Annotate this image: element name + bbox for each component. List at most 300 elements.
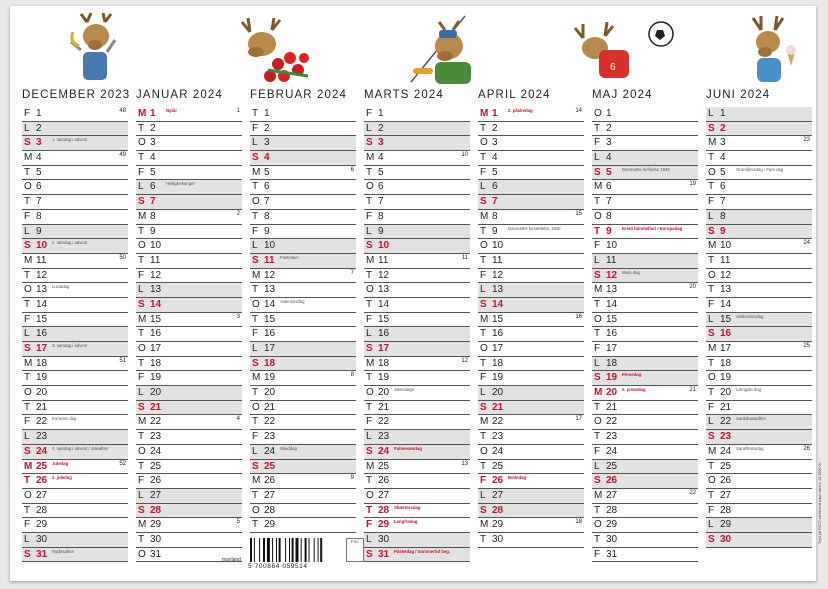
day-row [364, 313, 470, 328]
weekday-letter: T [480, 225, 487, 237]
day-row [136, 107, 242, 122]
day-row [478, 166, 584, 181]
weekday-letter: S [138, 401, 145, 413]
day-number: 24 [720, 445, 732, 457]
day-row [364, 180, 470, 195]
day-list [592, 107, 698, 562]
day-row [136, 151, 242, 166]
day-row [592, 327, 698, 342]
weekday-letter: T [480, 122, 487, 134]
month-year: 2024 [192, 89, 223, 101]
weekday-letter: S [252, 254, 259, 266]
day-row [592, 357, 698, 372]
day-row [706, 166, 812, 181]
day-number: 19 [492, 372, 504, 384]
weekday-letter: T [252, 489, 259, 501]
weekday-letter: T [24, 401, 31, 413]
weekday-letter: M [24, 254, 33, 266]
day-number: 20 [492, 387, 504, 399]
moose-with-roses-illustration [238, 14, 318, 88]
day-row [706, 342, 812, 357]
day-number: 24 [150, 445, 162, 457]
weekday-letter: O [708, 372, 716, 384]
calendar-sheet [10, 6, 822, 581]
day-number: 9 [264, 225, 270, 237]
day-number: 24 [36, 445, 48, 457]
day-number: 15 [720, 313, 732, 325]
weekday-letter: T [594, 533, 601, 545]
day-row [250, 357, 356, 372]
week-number: 18 [575, 519, 582, 526]
holiday-note: Helligtrekonger [166, 181, 195, 187]
day-list [136, 107, 242, 562]
holiday-note: Mors dag [622, 269, 640, 275]
day-row [706, 357, 812, 372]
week-number: 10 [461, 152, 468, 159]
day-number: 23 [606, 431, 618, 443]
day-row [136, 210, 242, 225]
weekday-letter: T [24, 298, 31, 310]
day-row [478, 342, 584, 357]
day-number: 1 [264, 108, 270, 119]
day-number: 11 [264, 254, 275, 266]
month-header [22, 89, 130, 101]
day-number: 28 [720, 504, 732, 516]
day-number: 2 [36, 122, 42, 134]
day-number: 12 [264, 269, 276, 281]
day-row [364, 283, 470, 298]
day-row [706, 107, 812, 122]
day-number: 21 [606, 401, 618, 413]
day-number: 19 [720, 372, 732, 384]
weekday-letter: T [138, 152, 145, 164]
day-row [250, 195, 356, 210]
weekday-letter: L [708, 210, 714, 222]
weekday-letter: T [138, 533, 145, 545]
day-number: 17 [36, 343, 48, 354]
month-name: JANUAR [136, 89, 189, 101]
holiday-note: Danmarks besættelse 1940 [508, 225, 561, 231]
day-number: 1 [492, 108, 498, 119]
weekday-letter: T [138, 122, 145, 134]
holiday-note: Jævndøgn [394, 387, 415, 393]
day-row [136, 327, 242, 342]
day-number: 13 [492, 284, 504, 296]
holiday-note: Bededag [508, 475, 527, 481]
day-row [364, 107, 470, 122]
month-header [250, 89, 347, 101]
day-number: 18 [492, 357, 504, 369]
week-number: 8 [350, 372, 354, 379]
weekday-letter: M [594, 387, 603, 399]
day-number: 10 [36, 240, 48, 252]
day-number: 20 [36, 387, 48, 399]
day-row [478, 401, 584, 416]
day-number: 5 [378, 166, 384, 178]
weekday-letter: M [252, 475, 261, 487]
day-row [592, 254, 698, 269]
day-list [478, 107, 584, 548]
weekday-letter: L [252, 137, 258, 149]
holiday-note: Pinsedag [622, 372, 642, 378]
day-number: 19 [150, 372, 162, 384]
weekday-letter: S [480, 504, 487, 516]
weekday-letter: T [366, 196, 373, 208]
weekday-letter: M [480, 313, 489, 325]
day-number: 9 [492, 225, 498, 237]
holiday-note: Længste dag [736, 387, 762, 393]
holiday-note: Langfredag [394, 519, 418, 525]
day-row [592, 239, 698, 254]
holiday-note: Juledag [52, 460, 69, 466]
day-row [250, 254, 356, 269]
day-row [136, 254, 242, 269]
day-row [706, 269, 812, 284]
weekday-letter: M [708, 343, 717, 354]
day-row [250, 327, 356, 342]
weekday-letter: O [480, 445, 488, 457]
weekday-letter: F [24, 210, 31, 222]
day-number: 10 [606, 240, 618, 252]
day-row [364, 401, 470, 416]
week-number: 5 [236, 519, 240, 526]
day-row [22, 136, 128, 151]
barcode-number: 5 700864 059514 [248, 563, 308, 570]
day-row [136, 371, 242, 386]
weekday-letter: M [708, 240, 717, 252]
day-number: 29 [378, 519, 390, 531]
week-number: 50 [119, 254, 126, 261]
day-number: 15 [606, 313, 618, 325]
day-number: 9 [36, 225, 42, 237]
day-number: 27 [378, 489, 390, 501]
day-row [22, 474, 128, 489]
day-row [364, 415, 470, 430]
day-row [706, 313, 812, 328]
month-year: 2023 [100, 89, 131, 101]
day-row [478, 371, 584, 386]
month-name: DECEMBER [22, 89, 96, 101]
holiday-note: Sankthansdag [736, 445, 764, 451]
barcode-bar [292, 538, 294, 562]
day-number: 20 [606, 387, 618, 399]
day-number: 25 [36, 460, 48, 472]
weekday-letter: F [138, 166, 145, 178]
day-number: 27 [264, 489, 276, 501]
weekday-letter: O [24, 489, 32, 501]
day-row [478, 107, 584, 122]
day-row [364, 548, 470, 563]
weekday-letter: F [366, 519, 373, 531]
day-row [478, 504, 584, 519]
day-number: 1 [378, 108, 384, 119]
weekday-letter: T [480, 533, 487, 545]
day-row [250, 504, 356, 519]
day-number: 2 [264, 122, 270, 134]
day-number: 7 [606, 196, 612, 208]
day-row [22, 122, 128, 137]
day-number: 7 [150, 196, 156, 208]
day-number: 6 [378, 181, 384, 193]
weekday-letter: L [480, 181, 486, 193]
weekday-letter: L [24, 431, 30, 443]
holiday-note: Grundlovsdag / Fars dag [736, 166, 784, 172]
day-number: 10 [150, 240, 162, 252]
day-row [250, 122, 356, 137]
weekday-letter: M [366, 254, 375, 266]
weekday-letter: M [594, 181, 603, 193]
day-row [592, 210, 698, 225]
day-number: 13 [378, 284, 390, 296]
day-row [706, 533, 812, 548]
weekday-letter: T [594, 225, 601, 237]
month-year: 2024 [740, 89, 771, 101]
day-number: 30 [606, 533, 618, 545]
day-row [22, 107, 128, 122]
day-row [22, 401, 128, 416]
day-number: 21 [720, 401, 732, 413]
day-number: 18 [264, 357, 276, 369]
moose-mechanic-illustration [65, 12, 135, 86]
day-number: 5 [36, 166, 42, 178]
holiday-note: Sankthansaften [736, 416, 766, 422]
month-header [706, 89, 770, 101]
weekday-letter: S [366, 548, 373, 560]
day-number: 29 [720, 519, 732, 531]
day-list [706, 107, 812, 548]
day-number: 8 [606, 210, 612, 222]
weekday-letter: S [138, 298, 145, 310]
day-number: 26 [606, 475, 618, 487]
day-number: 13 [606, 284, 618, 296]
day-row [364, 504, 470, 519]
weekday-letter: T [480, 460, 487, 472]
day-number: 28 [606, 504, 618, 516]
weekday-letter: T [480, 254, 487, 266]
day-number: 16 [492, 328, 504, 340]
weekday-letter: O [366, 489, 374, 501]
day-row [250, 239, 356, 254]
day-number: 30 [36, 533, 48, 545]
day-number: 23 [264, 431, 276, 443]
day-row [22, 518, 128, 533]
day-number: 7 [36, 196, 42, 208]
holiday-note: Nytår [166, 108, 177, 113]
day-row [592, 430, 698, 445]
day-row [706, 225, 812, 240]
day-number: 18 [378, 357, 390, 369]
day-row [136, 401, 242, 416]
holiday-note: Kristi himmelfart / Europadag [622, 225, 683, 231]
day-row [250, 415, 356, 430]
day-row [22, 195, 128, 210]
weekday-letter: T [24, 196, 31, 208]
day-row [478, 225, 584, 240]
day-row [478, 254, 584, 269]
day-row [250, 518, 356, 533]
week-number: 9 [350, 475, 354, 482]
weekday-letter: S [252, 460, 259, 472]
day-number: 31 [606, 548, 618, 560]
weekday-letter: F [708, 504, 715, 516]
weekday-letter: O [252, 401, 260, 413]
day-number: 28 [264, 504, 276, 516]
weekday-letter: L [366, 122, 372, 134]
weekday-letter: S [594, 372, 601, 384]
day-number: 21 [264, 401, 276, 413]
weekday-letter: F [480, 372, 487, 384]
weekday-letter: T [138, 328, 145, 340]
day-number: 29 [264, 519, 276, 531]
day-number: 31 [36, 548, 48, 560]
day-row [478, 239, 584, 254]
weekday-letter: F [708, 196, 715, 208]
day-row [364, 225, 470, 240]
day-row [364, 136, 470, 151]
day-number: 4 [606, 152, 612, 164]
day-row [22, 225, 128, 240]
barcode-bar [279, 538, 281, 562]
day-number: 17 [150, 343, 162, 354]
week-number: 49 [119, 152, 126, 159]
weekday-letter: T [366, 372, 373, 384]
day-number: 20 [378, 387, 390, 399]
day-row [592, 225, 698, 240]
day-number: 3 [606, 137, 612, 149]
weekday-letter: F [252, 328, 259, 340]
day-row [592, 180, 698, 195]
day-number: 11 [492, 254, 503, 266]
day-number: 26 [720, 475, 732, 487]
day-row [364, 386, 470, 401]
day-row [364, 254, 470, 269]
month-header [478, 89, 551, 101]
day-row [364, 327, 470, 342]
day-row [364, 445, 470, 460]
day-number: 8 [264, 210, 270, 222]
day-number: 14 [150, 298, 162, 310]
day-number: 26 [378, 475, 390, 487]
week-number: 15 [575, 210, 582, 217]
holiday-note: 2. juledag [52, 475, 72, 481]
weekday-letter: M [366, 357, 375, 369]
barcode-bar [305, 538, 307, 562]
weekday-letter: O [708, 475, 716, 487]
weekday-letter: T [138, 254, 145, 266]
week-number: 25 [803, 343, 810, 349]
day-number: 26 [36, 475, 48, 487]
day-row [136, 283, 242, 298]
day-number: 23 [720, 431, 732, 443]
weekday-letter: L [708, 519, 714, 531]
day-number: 13 [264, 284, 276, 296]
month-header [592, 89, 653, 101]
weekday-letter: S [366, 445, 373, 457]
day-row [706, 180, 812, 195]
day-number: 9 [150, 225, 156, 237]
day-row [22, 269, 128, 284]
day-number: 15 [378, 313, 390, 325]
day-number: 10 [378, 240, 390, 252]
day-number: 20 [150, 387, 162, 399]
weekday-letter: L [138, 284, 144, 296]
day-number: 22 [264, 416, 276, 428]
day-number: 10 [492, 240, 504, 252]
day-row [250, 210, 356, 225]
weekday-letter: T [708, 181, 715, 193]
day-number: 17 [378, 343, 390, 354]
day-number: 22 [36, 416, 48, 428]
day-number: 23 [378, 431, 390, 443]
day-row [706, 489, 812, 504]
day-row [706, 415, 812, 430]
day-row [592, 107, 698, 122]
day-row [706, 371, 812, 386]
day-number: 20 [720, 387, 732, 399]
day-row [364, 460, 470, 475]
weekday-letter: O [594, 519, 602, 531]
day-number: 17 [264, 343, 276, 354]
day-row [22, 239, 128, 254]
day-row [22, 357, 128, 372]
week-number: 22 [689, 489, 696, 496]
weekday-letter: O [138, 548, 146, 560]
day-row [136, 136, 242, 151]
day-number: 18 [606, 357, 618, 369]
weekday-letter: T [594, 401, 601, 413]
day-number: 8 [36, 210, 42, 222]
day-row [478, 269, 584, 284]
day-row [136, 504, 242, 519]
day-number: 10 [720, 240, 732, 252]
weekday-letter: L [594, 357, 600, 369]
weekday-letter: F [594, 548, 601, 560]
day-row [250, 489, 356, 504]
day-row [364, 342, 470, 357]
weekday-letter: T [252, 519, 259, 531]
holiday-note: Valentinsdag [280, 298, 305, 304]
day-row [592, 283, 698, 298]
month-year: 2024 [413, 89, 444, 101]
weekday-letter: T [252, 108, 259, 119]
day-row [706, 460, 812, 475]
weekday-letter: M [252, 166, 261, 178]
day-row [22, 342, 128, 357]
day-row [592, 298, 698, 313]
weekday-letter: O [252, 298, 260, 310]
day-row [250, 342, 356, 357]
holiday-note: Skuddag [280, 445, 297, 451]
month-header [136, 89, 223, 101]
holiday-note: Påskedag / Sommertid beg. [394, 548, 451, 554]
day-row [136, 298, 242, 313]
week-number: 6 [350, 166, 354, 173]
day-row [706, 239, 812, 254]
weekday-letter: L [138, 489, 144, 501]
day-row [592, 122, 698, 137]
day-number: 12 [150, 269, 162, 281]
fsc-label: FSC [351, 539, 359, 544]
weekday-letter: T [24, 372, 31, 384]
weekday-letter: L [366, 431, 372, 443]
day-row [706, 136, 812, 151]
day-row [22, 533, 128, 548]
weekday-letter: L [708, 108, 714, 119]
day-number: 7 [264, 196, 270, 208]
day-row [22, 430, 128, 445]
barcode-bar [267, 538, 270, 562]
barcode-bar [272, 538, 273, 562]
